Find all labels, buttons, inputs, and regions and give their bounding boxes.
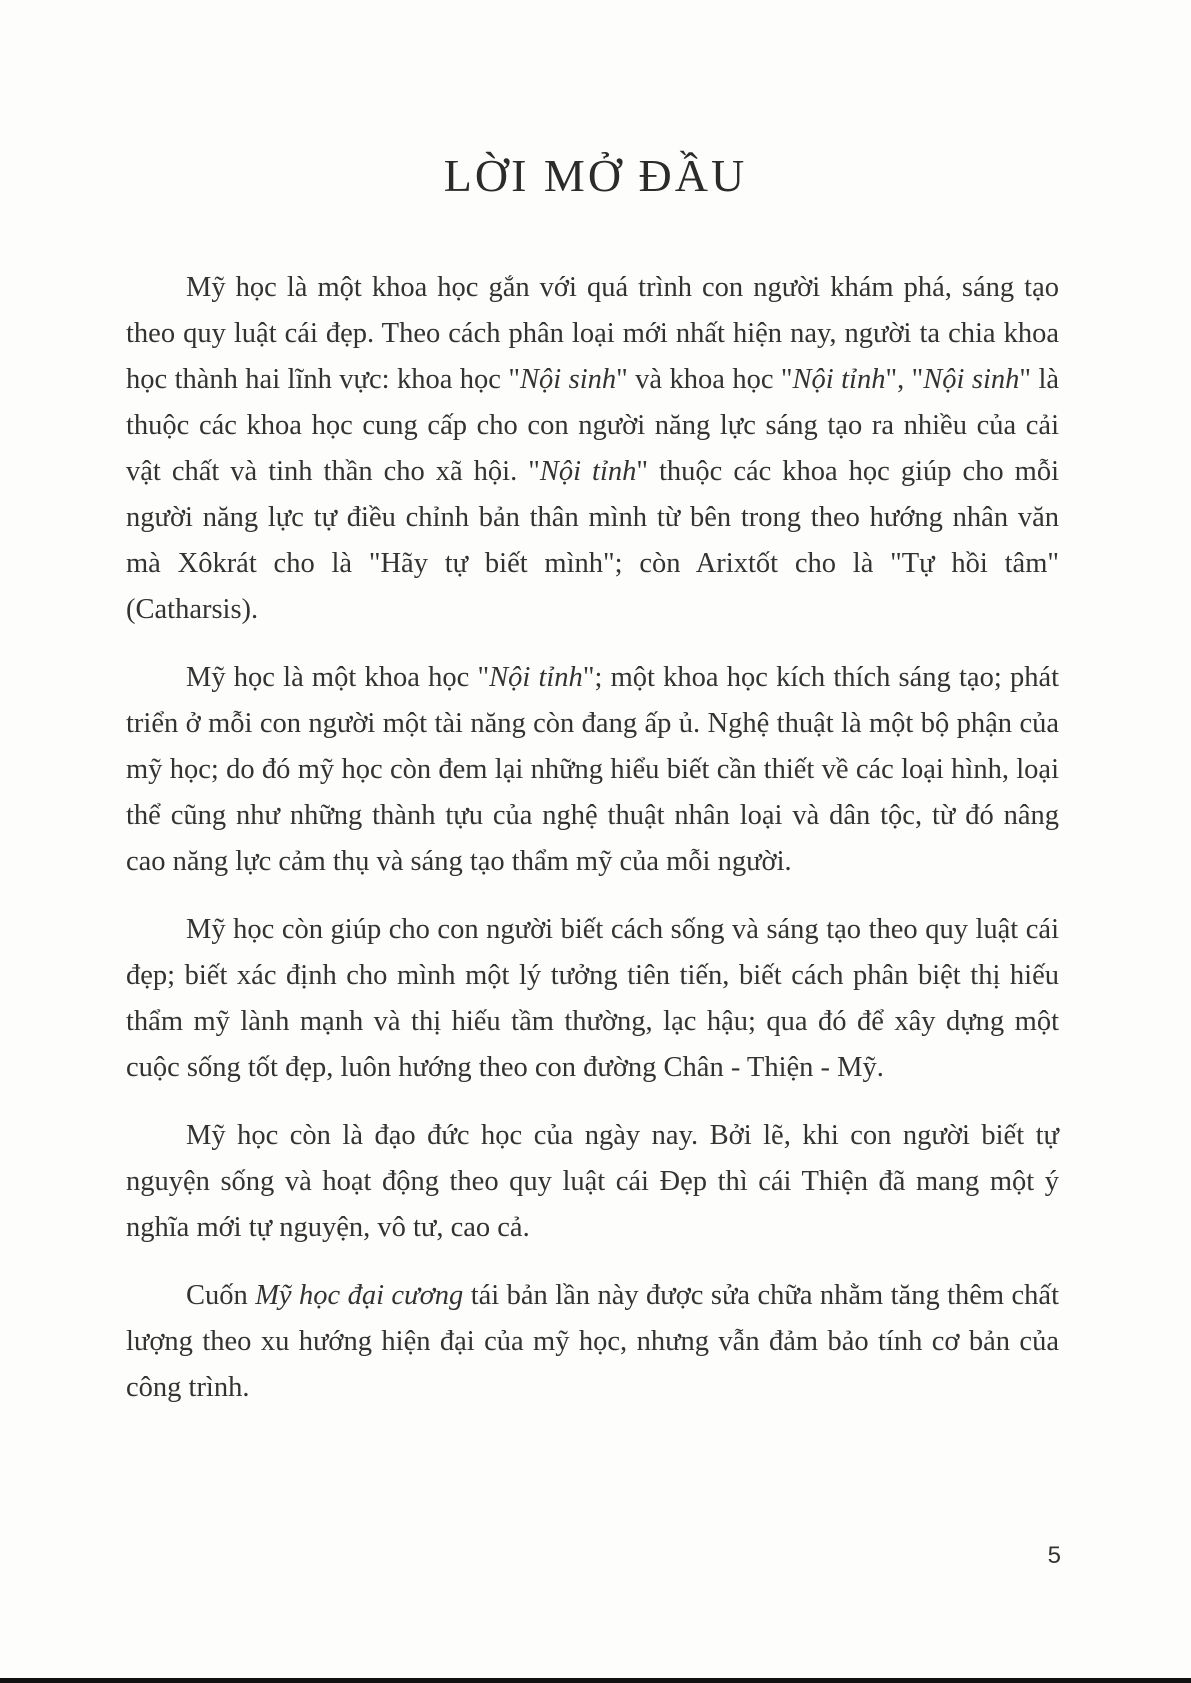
paragraph [126,265,1059,633]
text-run: " và khoa học " [616,364,793,395]
text-run: Mỹ học là một khoa học gắn với quá trình con người khám phá, sáng tạo theo quy luật cái đẹp. Theo cách phân loại mới nhất hiện nay, người ta chia khoa học thành hai lĩnh vực: khoa học " [126,272,1059,395]
text-run: Mỹ học là một khoa học " [186,662,490,693]
preface-body [126,265,1059,1433]
text-run: "; một khoa học kích thích sáng tạo; phát triển ở mỗi con người một tài năng còn đang ấp ủ. Nghệ thuật là một bộ phận của mỹ học; do đó mỹ học còn đem lại những hiểu biết cần thiết về các loại hình, loại thể cũng như những thành tựu của nghệ thuật nhân loại và dân tộc, từ đó nâng cao năng lực cảm thụ và sáng tạo thẩm mỹ của mỗi người. [126,662,1060,877]
italic-text: Nội tỉnh [489,662,583,693]
italic-text: Nội tỉnh [539,456,637,487]
page-title: LỜI MỞ ĐẦU [443,149,748,201]
text-run: ", " [885,364,924,395]
italic-text: Nội sinh [520,364,617,395]
text-run: Mỹ học còn là đạo đức học của ngày nay. Bởi lẽ, khi con người biết tự nguyện sống và hoạt động theo quy luật cái Đẹp thì cái Thiện đã mang một ý nghĩa mới tự nguyện, vô tư, cao cả. [126,1120,1059,1243]
text-run: " thuộc các khoa học giúp cho mỗi người năng lực tự điều chỉnh bản thân mình từ bên trong theo hướng nhân văn mà Xôkrát cho là "Hãy tự biết mình"; còn Arixtốt cho là "Tự hồi tâm" (Catharsis). [126,456,1059,625]
italic-text: Mỹ học đại cương [255,1280,464,1311]
text-run: Mỹ học còn giúp cho con người biết cách sống và sáng tạo theo quy luật cái đẹp; biết xác định cho mình một lý tưởng tiên tiến, biết cách phân biệt thị hiếu thẩm mỹ lành mạnh và thị hiếu tầm thường, lạc hậu; qua đó để xây dựng một cuộc sống tốt đẹp, luôn hướng theo con đường Chân - Thiện - Mỹ. [126,914,1059,1083]
paragraph [126,1113,1059,1251]
paragraph [126,655,1059,885]
paragraph [126,907,1059,1091]
bottom-border [0,1678,1191,1683]
page-number: 5 [1047,1542,1061,1569]
italic-text: Nội tỉnh [792,364,886,395]
paragraph [126,1273,1059,1411]
italic-text: Nội sinh [923,364,1020,395]
text-run: Cuốn [186,1280,256,1311]
text-run: tái bản lần này được sửa chữa nhằm tăng thêm chất lượng theo xu hướng hiện đại của mỹ học, nhưng vẫn đảm bảo tính cơ bản của công trình. [126,1280,1059,1403]
text-run: " là thuộc các khoa học cung cấp cho con người năng lực sáng tạo ra nhiều của cải vật chất và tinh thần cho xã hội. " [126,364,1060,487]
